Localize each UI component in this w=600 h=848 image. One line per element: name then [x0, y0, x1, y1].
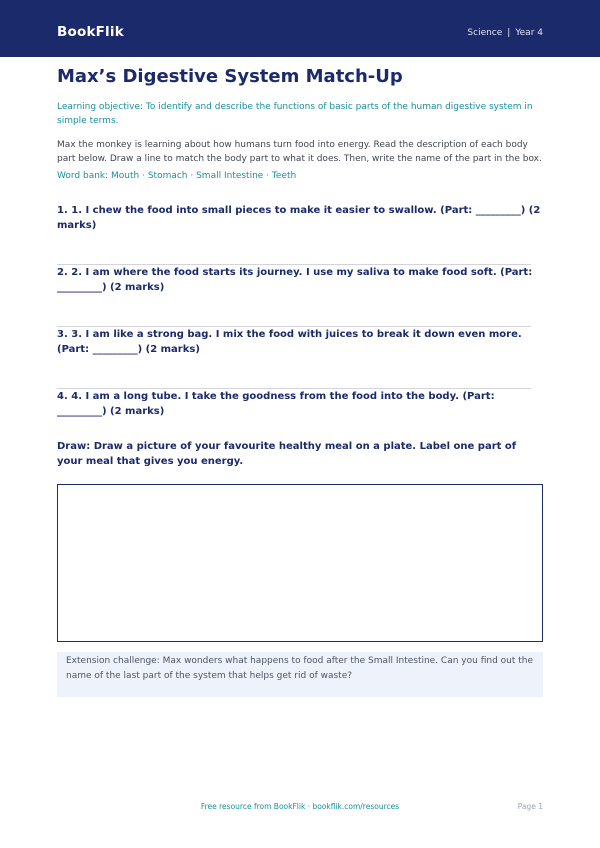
- intro-text: Max the monkey is learning about how humans turn food into energy. Read the description of each body part below. Draw a line to match the body part to what it does. Then, write the name of the part in the box.: [57, 140, 542, 164]
- extension-challenge: Extension challenge: Max wonders what happens to food after the Small Intestine. Can you find out the name of the last part of the system that helps get rid of waste?: [57, 652, 543, 697]
- question-1: 1. 1. I chew the food into small pieces to make it easier to swallow. (Part: _________) (2 marks): [57, 205, 541, 231]
- header-meta: [467, 28, 543, 38]
- draw-prompt: Draw: Draw a picture of your favourite healthy meal on a plate. Label one part of your meal that gives you energy.: [57, 441, 517, 467]
- question-2: 2. 2. I am where the food starts its journey. I use my saliva to make food soft. (Part: _________) (2 marks): [57, 267, 533, 293]
- word-bank: Word bank: Mouth · Stomach · Small Intestine · Teeth: [57, 171, 297, 181]
- drawing-area[interactable]: [57, 484, 543, 642]
- subject-label: Science: [467, 28, 503, 38]
- page-number: Page 1: [517, 802, 543, 811]
- header-bar: [0, 0, 600, 57]
- question-4: 4. 4. I am a long tube. I take the goodness from the food into the body. (Part: _________) (2 marks): [57, 391, 495, 417]
- meta-separator: |: [507, 28, 511, 38]
- learning-objective: Learning objective: To identify and describe the functions of basic parts of the human digestive system in simple terms.: [57, 102, 533, 126]
- worksheet-title: Max’s Digestive System Match-Up: [57, 66, 403, 87]
- footer-credit: Free resource from BookFlik · bookflik.com/resources: [200, 802, 400, 811]
- brand-logo: BookFlik: [57, 24, 124, 40]
- year-label: Year 4: [515, 28, 543, 38]
- question-3: 3. 3. I am like a strong bag. I mix the food with juices to break it down even more. (Part: _________) (2 marks): [57, 329, 522, 355]
